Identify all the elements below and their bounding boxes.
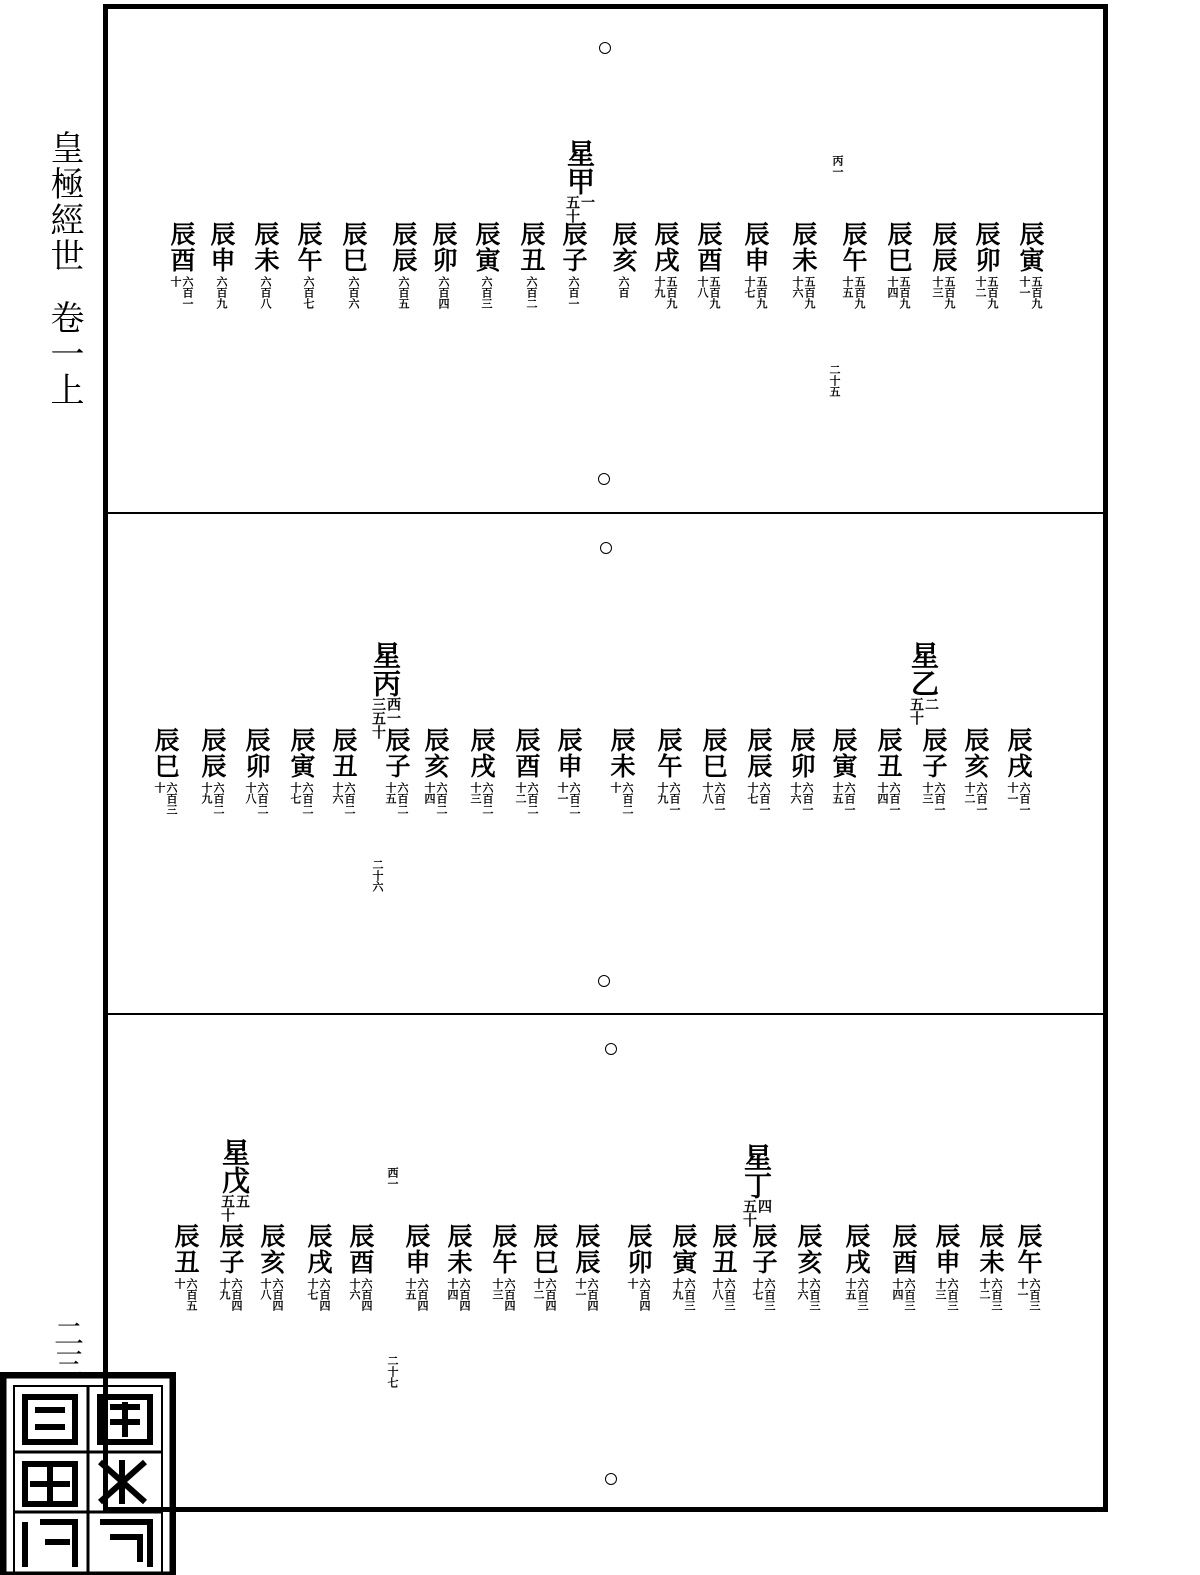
chen-label: 辰戌 (1004, 727, 1033, 779)
chen-number: 六百二 (568, 782, 581, 815)
chen-label: 辰午 (294, 221, 323, 273)
chen-label: 辰午 (489, 1223, 518, 1275)
chen-number: 十六 (331, 782, 344, 804)
chen-entry (389, 221, 417, 309)
chen-number: 十四 (891, 1278, 904, 1300)
circle-mark (598, 975, 610, 987)
chen-label: 辰卯 (429, 221, 458, 273)
chen-label: 辰亥 (794, 1223, 823, 1275)
chen-label: 辰午 (1014, 1223, 1043, 1275)
chen-number: 六百二 (396, 782, 409, 815)
chen-label: 辰巳 (339, 221, 368, 273)
chen-entry (559, 221, 587, 309)
chen-number: 十五 (841, 276, 854, 298)
chen-number: 十五 (831, 782, 844, 804)
library-seal-stamp (0, 1372, 176, 1575)
chen-label: 辰申 (932, 1223, 961, 1275)
chen-label: 辰巳 (699, 727, 728, 779)
chen-entry (1016, 221, 1044, 309)
star-number: 五 (234, 1194, 250, 1208)
chen-number: 六百四 (638, 1278, 651, 1311)
page-number: 二三 (48, 1318, 83, 1378)
chen-number: 六百一 (843, 782, 856, 815)
star-number: 二 (923, 697, 939, 711)
chen-label: 辰申 (554, 727, 583, 779)
chen-number: 十五 (844, 1278, 857, 1300)
chen-entry (929, 221, 957, 309)
chen-number: 十七 (751, 1278, 764, 1300)
chen-number: 十九 (200, 782, 213, 804)
chen-number: 十三 (491, 1278, 504, 1300)
chen-number: 六百四 (271, 1278, 284, 1311)
chen-label: 辰丑 (329, 727, 358, 779)
chen-label: 辰亥 (609, 221, 638, 273)
chen-number: 六百一 (801, 782, 814, 815)
chen-number: 十七 (306, 1278, 319, 1300)
chen-entry (242, 727, 270, 815)
chen-number: 十八 (259, 1278, 272, 1300)
chen-entry (1014, 1223, 1042, 1311)
chen-entry (151, 727, 179, 815)
marginal-note: 丙一 (831, 155, 844, 177)
chen-entry (972, 221, 1000, 309)
star-heading-jia (564, 139, 594, 223)
chen-entry (741, 221, 769, 309)
chen-number: 十六 (789, 782, 802, 804)
chen-label: 辰亥 (421, 727, 450, 779)
chen-number: 十 (173, 1278, 186, 1289)
chen-number: 十 (609, 782, 622, 793)
chen-number: 十六 (791, 276, 804, 298)
chen-number: 五百九 (943, 276, 956, 309)
chen-number: 六百三 (723, 1278, 736, 1311)
chen-number: 五百九 (803, 276, 816, 309)
star-label: 星甲 (563, 139, 596, 195)
chen-label: 辰寅 (287, 727, 316, 779)
chen-entry (699, 727, 727, 815)
chen-label: 辰辰 (744, 727, 773, 779)
chen-number: 六百四 (503, 1278, 516, 1311)
chen-entry (429, 221, 457, 309)
star-heading-bing (370, 641, 400, 739)
chen-label: 辰卯 (787, 727, 816, 779)
chen-number: 六百二 (256, 782, 269, 815)
chen-number: 十二 (963, 782, 976, 804)
star-number: 五十 (908, 697, 924, 725)
section-top (108, 9, 1103, 512)
chen-entry (961, 727, 989, 815)
chen-number: 十八 (711, 1278, 724, 1300)
chen-entry (294, 221, 322, 309)
chen-number: 五百九 (853, 276, 866, 309)
chen-label: 辰酉 (694, 221, 723, 273)
chen-number: 五百九 (986, 276, 999, 309)
book-title-name: 皇極經世 (44, 130, 84, 274)
chen-number: 十二 (532, 1278, 545, 1300)
chen-label: 辰寅 (669, 1223, 698, 1275)
chen-entry (329, 727, 357, 815)
chen-label: 辰午 (654, 727, 683, 779)
chen-label: 辰戌 (467, 727, 496, 779)
chen-number: 十八 (701, 782, 714, 804)
book-title (44, 130, 84, 408)
chen-label: 辰未 (444, 1223, 473, 1275)
chen-entry (346, 1223, 374, 1311)
chen-label: 辰寅 (1016, 221, 1045, 273)
chen-label: 辰未 (607, 727, 636, 779)
chen-entry (749, 1223, 777, 1311)
chen-number: 十六 (348, 1278, 361, 1300)
circle-mark (605, 1473, 617, 1485)
chen-number: 五百九 (708, 276, 721, 309)
chen-entry (402, 1223, 430, 1311)
star-label: 星乙 (907, 641, 940, 697)
chen-entry (572, 1223, 600, 1311)
chen-number: 六百四 (230, 1278, 243, 1311)
chen-entry (171, 1223, 199, 1311)
chen-number: 十三 (469, 782, 482, 804)
chen-number: 六百二 (343, 782, 356, 815)
chen-number: 六百二 (526, 782, 539, 815)
chen-entry (889, 1223, 917, 1311)
chen-number: 十四 (876, 782, 889, 804)
chen-number: 五百九 (665, 276, 678, 309)
chen-entry (207, 221, 235, 309)
chen-entry (932, 1223, 960, 1311)
chen-entry (444, 1223, 472, 1311)
circle-mark (599, 42, 611, 54)
chen-label: 辰子 (382, 727, 411, 779)
chen-number: 十五 (404, 1278, 417, 1300)
chen-number: 六百二 (481, 782, 494, 815)
chen-label: 辰未 (976, 1223, 1005, 1275)
chen-label: 辰巳 (530, 1223, 559, 1275)
chen-number: 十一 (574, 1278, 587, 1300)
chen-label: 辰未 (251, 221, 280, 273)
chen-number: 十七 (743, 276, 756, 298)
chen-entry (829, 727, 857, 815)
chen-label: 辰亥 (961, 727, 990, 779)
chen-entry (744, 727, 772, 815)
marginal-note: 二十五 (828, 364, 841, 397)
chen-number: 六百三 (856, 1278, 869, 1311)
marginal-note: 二十七 (386, 1355, 399, 1388)
chen-entry (421, 727, 449, 815)
chen-label: 辰午 (839, 221, 868, 273)
section-middle (108, 514, 1103, 1013)
chen-number: 十 (169, 276, 182, 287)
chen-number: 六百一 (668, 782, 681, 815)
chen-number: 六百四 (360, 1278, 373, 1311)
star-number: 西一 (385, 697, 401, 725)
chen-entry (874, 727, 902, 815)
chen-number: 六百一 (758, 782, 771, 815)
chen-entry (467, 727, 495, 815)
chen-number: 十二 (514, 782, 527, 804)
chen-label: 辰丑 (171, 1223, 200, 1275)
chen-number: 十一 (556, 782, 569, 804)
chen-entry (382, 727, 410, 815)
chen-number: 六百三 (763, 1278, 776, 1311)
chen-label: 辰申 (402, 1223, 431, 1275)
chen-label: 辰亥 (257, 1223, 286, 1275)
circle-mark (605, 1043, 617, 1055)
chen-number: 十四 (423, 782, 436, 804)
page-frame (103, 4, 1108, 1512)
chen-number: 六百二 (621, 782, 634, 815)
chen-entry (976, 1223, 1004, 1311)
chen-number: 六百三 (946, 1278, 959, 1311)
chen-number: 六百九 (215, 276, 228, 309)
chen-number: 六百四 (416, 1278, 429, 1311)
star-number: 一 (579, 195, 595, 209)
chen-number: 十一 (1006, 782, 1019, 804)
chen-number: 十八 (244, 782, 257, 804)
chen-entry (787, 727, 815, 815)
chen-number: 六百四 (437, 276, 450, 309)
star-label: 星丙 (369, 641, 402, 697)
chen-number: 五百九 (755, 276, 768, 309)
chen-entry (304, 1223, 332, 1311)
chen-number: 六百四 (586, 1278, 599, 1311)
chen-number: 十五 (384, 782, 397, 804)
chen-number: 六百一 (888, 782, 901, 815)
star-number: 三五十 (370, 697, 386, 739)
chen-number: 六百二 (212, 782, 225, 815)
chen-entry (884, 221, 912, 309)
chen-number: 十九 (218, 1278, 231, 1300)
chen-number: 六百三 (903, 1278, 916, 1311)
chen-number: 六百一 (567, 276, 580, 309)
chen-label: 辰子 (216, 1223, 245, 1275)
chen-label: 辰辰 (929, 221, 958, 273)
chen-number: 十七 (746, 782, 759, 804)
star-label: 星丁 (740, 1143, 773, 1199)
chen-entry (167, 221, 195, 309)
chen-number: 六百三 (480, 276, 493, 309)
chen-label: 辰未 (789, 221, 818, 273)
chen-number: 六百三 (683, 1278, 696, 1311)
chen-label: 辰子 (559, 221, 588, 273)
chen-number: 六百五 (185, 1278, 198, 1311)
chen-number: 六百六 (347, 276, 360, 309)
chen-number: 六百四 (458, 1278, 471, 1311)
chen-entry (669, 1223, 697, 1311)
star-heading-yi (908, 641, 938, 725)
star-number: 四 (756, 1199, 772, 1213)
chen-entry (216, 1223, 244, 1311)
chen-label: 辰辰 (198, 727, 227, 779)
section-bottom (108, 1015, 1103, 1511)
chen-number: 六百二 (435, 782, 448, 815)
chen-number: 十三 (921, 782, 934, 804)
chen-entry (919, 727, 947, 815)
circle-mark (598, 473, 610, 485)
marginal-note: 二十六 (371, 859, 384, 892)
chen-number: 六百三 (165, 782, 178, 815)
chen-number: 六百三 (990, 1278, 1003, 1311)
chen-entry (251, 221, 279, 309)
chen-number: 六百三 (1028, 1278, 1041, 1311)
chen-label: 辰辰 (389, 221, 418, 273)
star-heading-wu (219, 1138, 249, 1222)
chen-number: 六百四 (544, 1278, 557, 1311)
chen-number: 六百二 (301, 782, 314, 815)
chen-entry (489, 1223, 517, 1311)
chen-number: 十一 (1016, 1278, 1029, 1300)
chen-entry (654, 727, 682, 815)
chen-entry (554, 727, 582, 815)
star-label: 星戊 (218, 1138, 251, 1194)
chen-label: 辰酉 (346, 1223, 375, 1275)
chen-number: 十四 (886, 276, 899, 298)
chen-number: 十 (626, 1278, 639, 1289)
book-title-volume: 卷一上 (44, 300, 84, 408)
chen-entry (512, 727, 540, 815)
chen-number: 六百一 (181, 276, 194, 309)
chen-number: 六百一 (713, 782, 726, 815)
chen-number: 十九 (671, 1278, 684, 1300)
chen-number: 十二 (974, 276, 987, 298)
chen-number: 六百一 (933, 782, 946, 815)
chen-number: 六百八 (259, 276, 272, 309)
chen-label: 辰酉 (512, 727, 541, 779)
chen-label: 辰寅 (472, 221, 501, 273)
chen-entry (257, 1223, 285, 1311)
chen-label: 辰子 (749, 1223, 778, 1275)
chen-number: 十一 (1018, 276, 1031, 298)
chen-entry (517, 221, 545, 309)
chen-entry (842, 1223, 870, 1311)
chen-entry (609, 221, 637, 298)
chen-entry (709, 1223, 737, 1311)
star-number: 五十 (219, 1194, 235, 1222)
star-number: 五十 (564, 195, 580, 223)
chen-label: 辰卯 (242, 727, 271, 779)
chen-label: 辰辰 (572, 1223, 601, 1275)
chen-number: 五百九 (898, 276, 911, 309)
chen-label: 辰申 (741, 221, 770, 273)
chen-label: 辰丑 (517, 221, 546, 273)
chen-number: 十六 (796, 1278, 809, 1300)
chen-label: 辰申 (207, 221, 236, 273)
chen-number: 十二 (978, 1278, 991, 1300)
chen-number: 十三 (931, 276, 944, 298)
chen-number: 六百三 (808, 1278, 821, 1311)
chen-number: 十九 (653, 276, 666, 298)
marginal-note: 西一 (386, 1167, 399, 1189)
chen-label: 辰酉 (167, 221, 196, 273)
chen-label: 辰卯 (972, 221, 1001, 273)
chen-entry (789, 221, 817, 309)
chen-entry (607, 727, 635, 815)
chen-label: 辰巳 (151, 727, 180, 779)
chen-label: 辰子 (919, 727, 948, 779)
chen-number: 十九 (656, 782, 669, 804)
chen-entry (339, 221, 367, 309)
chen-entry (472, 221, 500, 309)
chen-entry (651, 221, 679, 309)
chen-entry (839, 221, 867, 309)
chen-label: 辰丑 (709, 1223, 738, 1275)
chen-number: 十八 (696, 276, 709, 298)
chen-entry (1004, 727, 1032, 815)
chen-label: 辰戌 (304, 1223, 333, 1275)
chen-number: 六百五 (397, 276, 410, 309)
chen-entry (198, 727, 226, 815)
chen-number: 六百一 (1018, 782, 1031, 815)
chen-number: 六百二 (525, 276, 538, 309)
star-heading-ding (741, 1143, 771, 1227)
chen-entry (694, 221, 722, 309)
chen-label: 辰酉 (889, 1223, 918, 1275)
chen-number: 十 (153, 782, 166, 793)
chen-number: 六百七 (302, 276, 315, 309)
chen-entry (287, 727, 315, 815)
circle-mark (600, 542, 612, 554)
chen-entry (624, 1223, 652, 1311)
chen-number: 十三 (934, 1278, 947, 1300)
chen-number: 五百九 (1030, 276, 1043, 309)
chen-number: 六百一 (975, 782, 988, 815)
chen-label: 辰巳 (884, 221, 913, 273)
chen-number: 十四 (446, 1278, 459, 1300)
chen-entry (794, 1223, 822, 1311)
chen-label: 辰卯 (624, 1223, 653, 1275)
chen-label: 辰丑 (874, 727, 903, 779)
chen-label: 辰寅 (829, 727, 858, 779)
chen-number: 十七 (289, 782, 302, 804)
chen-entry (530, 1223, 558, 1311)
chen-number: 六百 (617, 276, 630, 298)
chen-label: 辰戌 (842, 1223, 871, 1275)
chen-label: 辰戌 (651, 221, 680, 273)
star-number: 五十 (741, 1199, 757, 1227)
chen-number: 六百四 (318, 1278, 331, 1311)
